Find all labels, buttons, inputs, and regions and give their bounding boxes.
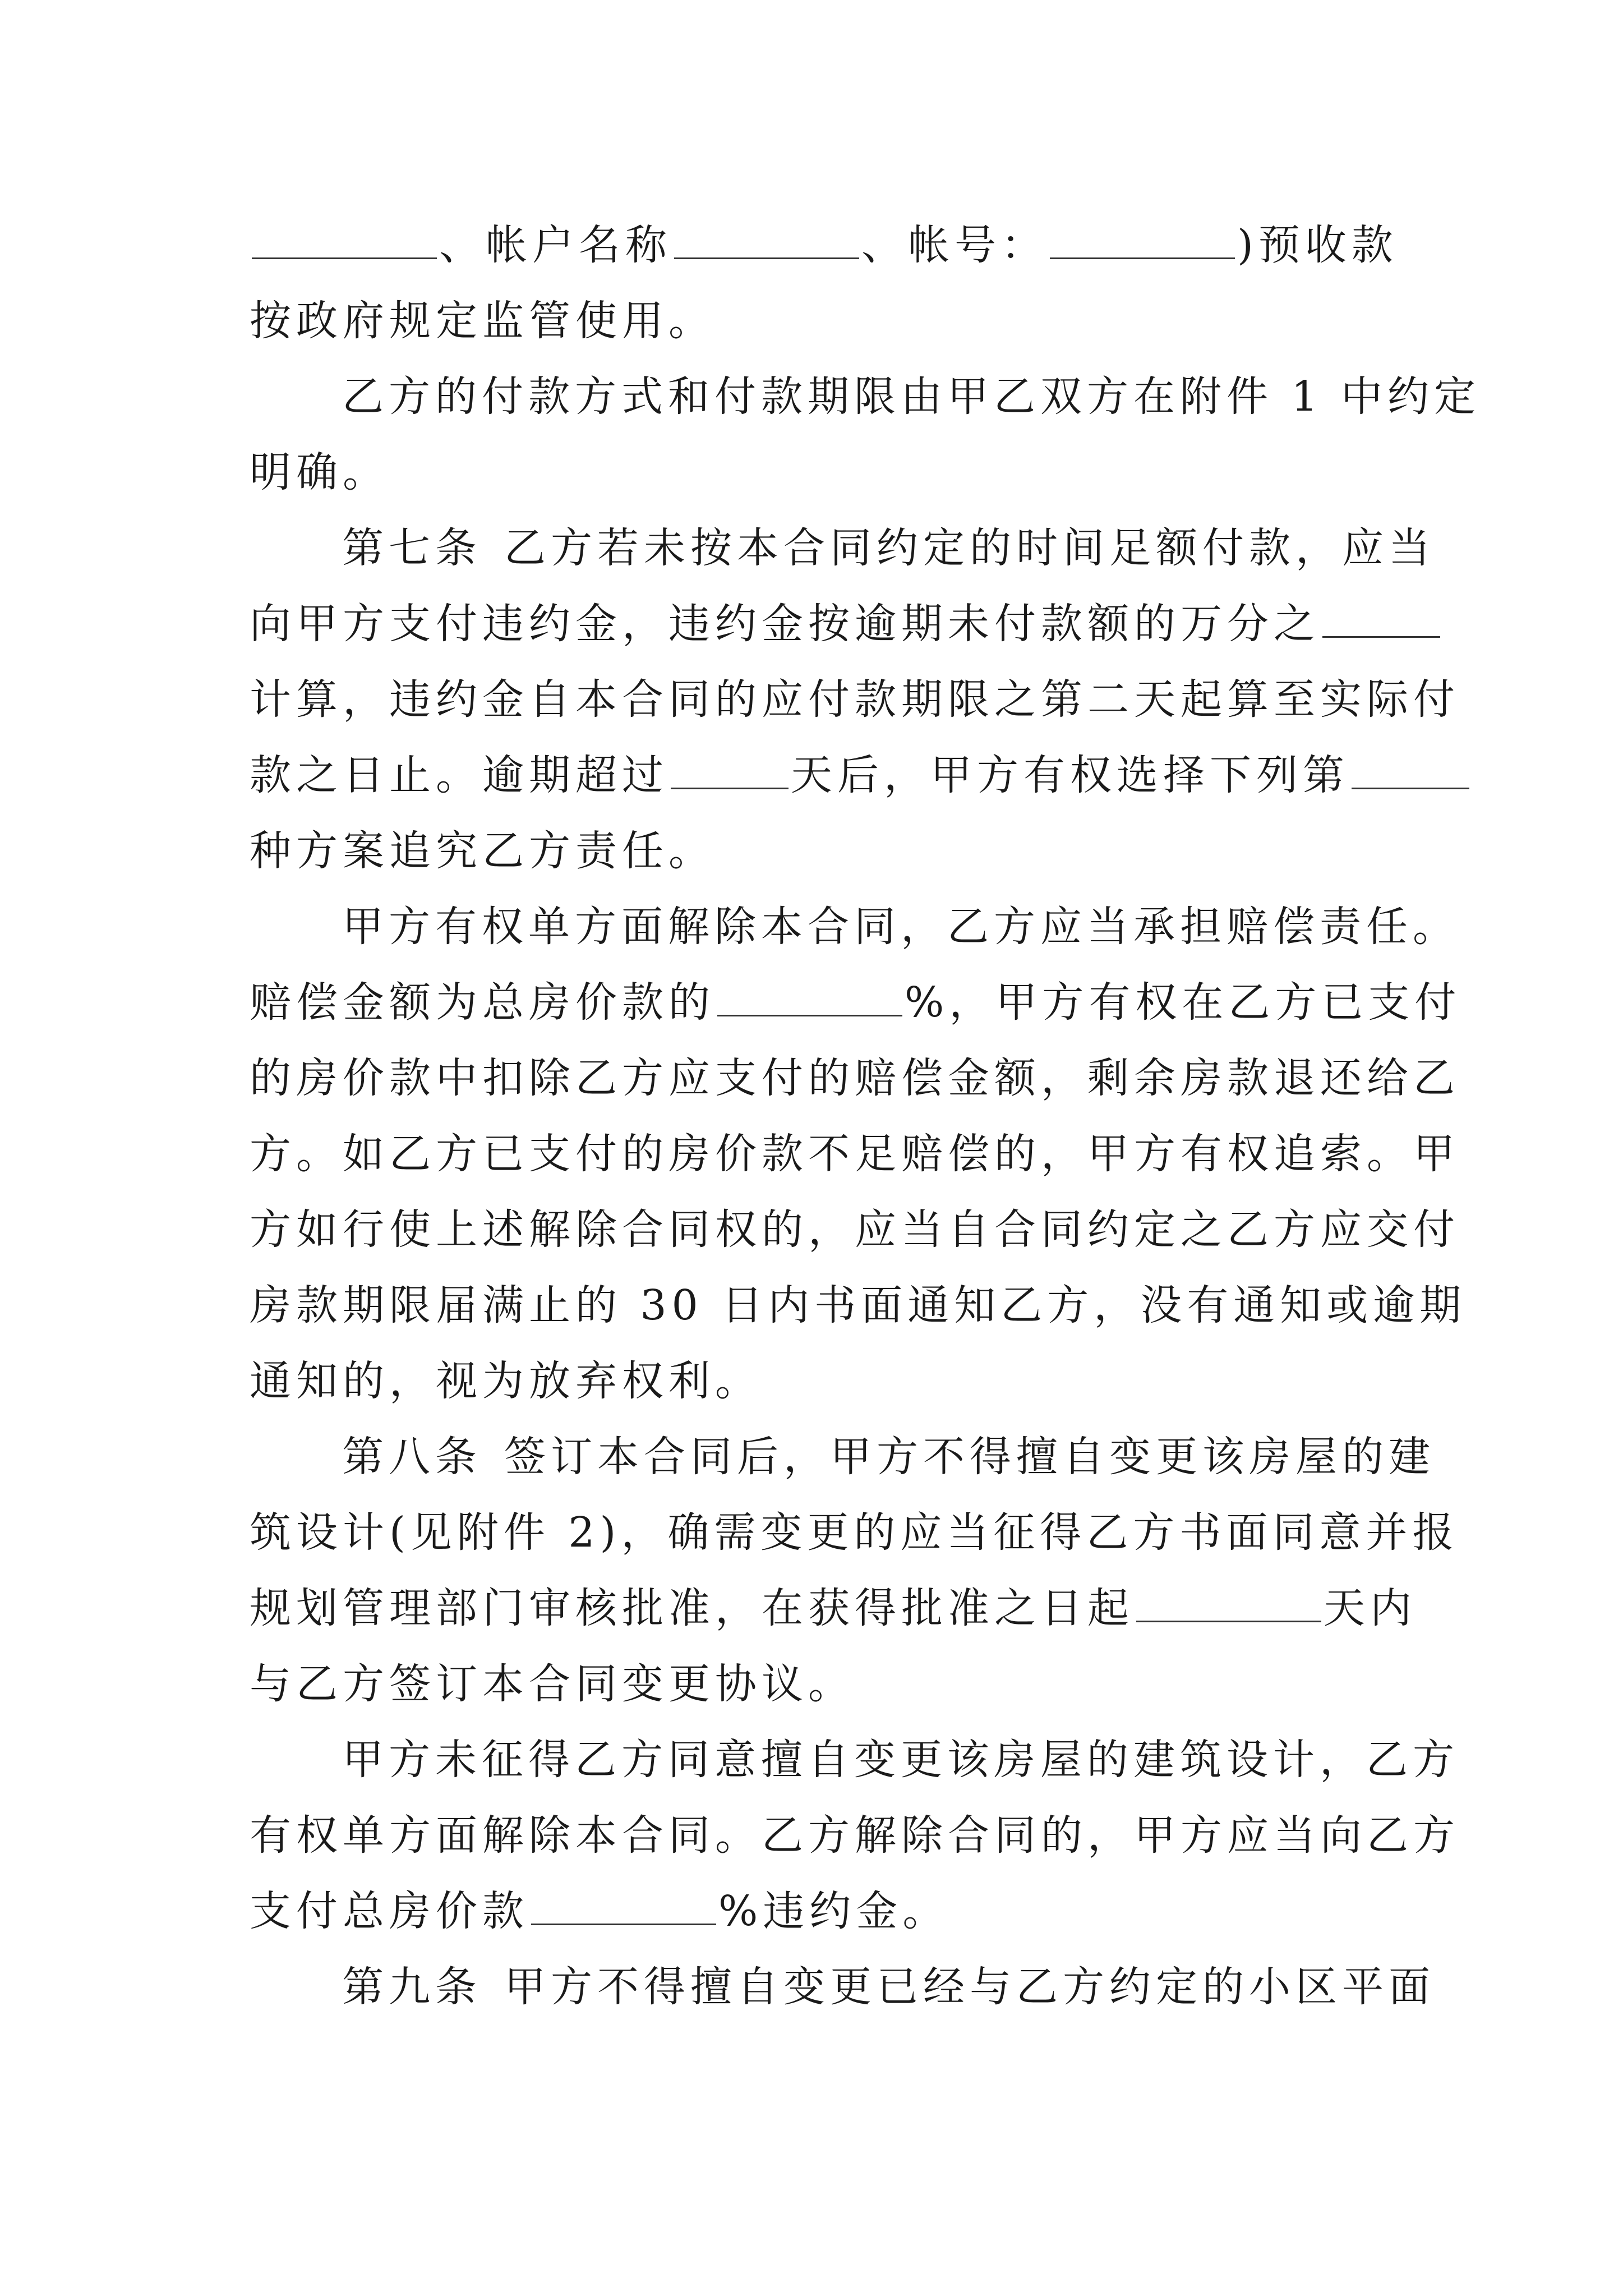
paragraph-start <box>250 1722 1459 1798</box>
text-segment: 、帐户名称 <box>439 221 672 269</box>
text-segment: %违约金。 <box>718 1887 949 1935</box>
text-line <box>250 1646 1388 1722</box>
text-segment: 明确。 <box>250 448 389 496</box>
text-segment: 天后，甲方有权选择下列第 <box>791 751 1349 799</box>
blank-field[interactable] <box>1322 590 1440 638</box>
article-number: 第八条 <box>342 1433 482 1481</box>
text-line <box>250 1192 1460 1268</box>
text-line <box>250 586 1388 662</box>
text-segment: 种方案追究乙方责任。 <box>250 827 715 875</box>
text-line <box>250 1343 1388 1419</box>
text-segment: %，甲方有权在乙方已支付 <box>905 978 1461 1027</box>
blank-field[interactable] <box>1050 211 1235 259</box>
text-line <box>250 662 1460 738</box>
text-line <box>250 1495 1459 1571</box>
text-line <box>250 813 1388 889</box>
text-segment: )预收款 <box>1237 221 1398 269</box>
text-line <box>250 965 1461 1041</box>
text-segment: 通知的，视为放弃权利。 <box>250 1357 762 1405</box>
text-line <box>250 1571 1417 1646</box>
text-segment: 的房价款中扣除乙方应支付的赔偿金额，剩余房款退还给乙 <box>250 1054 1460 1102</box>
text-segment: 、帐号： <box>861 221 1048 269</box>
text-line <box>250 1798 1460 1874</box>
text-segment: 方。如乙方已支付的房价款不足赔偿的，甲方有权追索。甲 <box>250 1130 1460 1178</box>
text-segment: 天内 <box>1324 1584 1417 1632</box>
text-segment: 款之日止。逾期超过 <box>250 751 668 799</box>
text-segment: 甲方不得擅自变更已经与乙方约定的小区平面 <box>504 1963 1435 2011</box>
paragraph-start <box>250 889 1459 965</box>
text-segment: 方如行使上述解除合同权的，应当自合同约定之乙方应交付 <box>250 1205 1460 1254</box>
paragraph-start <box>250 359 1481 435</box>
text-line <box>250 283 1388 359</box>
text-segment: 规划管理部门审核批准，在获得批准之日起 <box>250 1584 1134 1632</box>
article-number: 第九条 <box>342 1963 482 2011</box>
article-eight-heading <box>250 1419 1435 1495</box>
text-line <box>250 208 1398 283</box>
text-line <box>250 1874 1388 1949</box>
blank-field[interactable] <box>1136 1575 1321 1622</box>
blank-field[interactable] <box>1352 742 1469 789</box>
text-segment: 乙方的付款方式和付款期限由甲乙双方在附件 1 中约定 <box>342 372 1481 421</box>
text-segment: 有权单方面解除本合同。乙方解除合同的，甲方应当向乙方 <box>250 1811 1460 1860</box>
text-segment: 房款期限届满止的 30 日内书面通知乙方，没有通知或逾期 <box>250 1281 1467 1329</box>
text-line <box>250 1116 1460 1192</box>
text-segment: 赔偿金额为总房价款的 <box>250 978 715 1027</box>
text-segment: 支付总房价款 <box>250 1887 529 1935</box>
blank-field[interactable] <box>674 211 859 259</box>
text-segment: 甲方有权单方面解除本合同，乙方应当承担赔偿责任。 <box>342 903 1459 951</box>
article-nine-heading <box>250 1949 1435 2025</box>
blank-field[interactable] <box>717 969 902 1016</box>
text-line <box>250 435 1388 510</box>
article-number: 第七条 <box>342 524 482 572</box>
contract-body <box>250 208 1481 2025</box>
text-segment: 向甲方支付违约金，违约金按逾期未付款额的万分之 <box>250 600 1320 648</box>
text-segment: 签订本合同后，甲方不得擅自变更该房屋的建 <box>504 1433 1435 1481</box>
text-segment: 按政府规定监管使用。 <box>250 297 715 345</box>
blank-field[interactable] <box>531 1878 716 1925</box>
article-seven-heading <box>250 510 1435 586</box>
text-segment: 甲方未征得乙方同意擅自变更该房屋的建筑设计，乙方 <box>342 1736 1459 1784</box>
text-segment: 计算，违约金自本合同的应付款期限之第二天起算至实际付 <box>250 675 1460 724</box>
blank-field[interactable] <box>252 211 437 259</box>
text-line <box>250 1041 1460 1116</box>
text-line <box>250 738 1388 813</box>
text-segment: 筑设计(见附件 2)，确需变更的应当征得乙方书面同意并报 <box>250 1508 1459 1557</box>
blank-field[interactable] <box>671 742 789 789</box>
text-line <box>250 1268 1467 1343</box>
text-segment: 乙方若未按本合同约定的时间足额付款，应当 <box>504 524 1435 572</box>
text-segment: 与乙方签订本合同变更协议。 <box>250 1660 855 1708</box>
